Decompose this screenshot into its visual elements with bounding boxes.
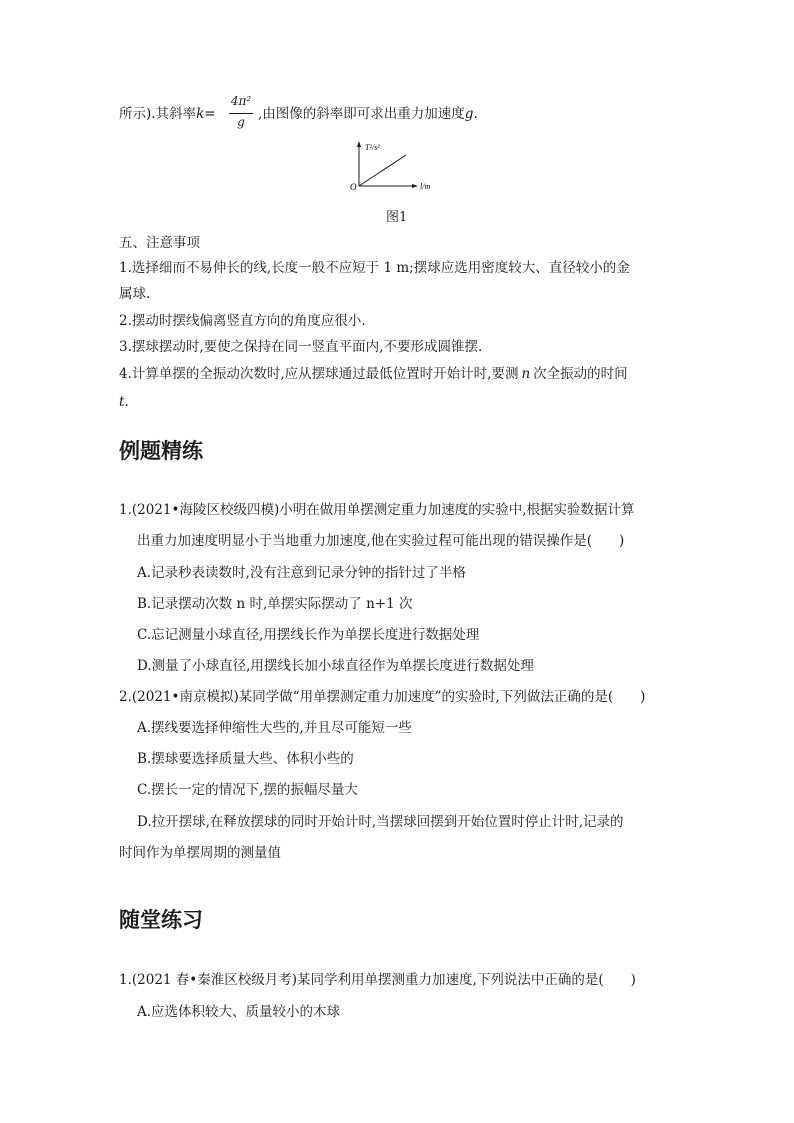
section-title-practice: 随堂练习 (119, 908, 203, 932)
example-q2-option-a: A.摆线要选择伸缩性大些的,并且尽可能短一些 (137, 720, 412, 736)
note-item-4 (119, 364, 628, 384)
n-symbol: n (521, 366, 531, 382)
note-item-4-text: 4.计算单摆的全振动次数时,应从摆球通过最低位置时开始计时,要测 (119, 366, 519, 382)
fraction-numerator: 4π² (230, 94, 252, 108)
note-item-1-cont: 属球. (119, 286, 151, 302)
note-item-2: 2.摆动时摆线偏离竖直方向的角度应很小. (119, 313, 366, 329)
example-q1-stem-line2: 出重力加速度明显小于当地重力加速度,他在实验过程可能出现的错误操作是( ) (137, 533, 625, 549)
example-q2-option-c: C.摆长一定的情况下,摆的振幅尽量大 (137, 782, 358, 798)
g-symbol: g (464, 106, 474, 122)
intro-line-rest (258, 104, 478, 124)
example-q1-option-a: A.记录秒表读数时,没有注意到记录分钟的指针过了半格 (137, 565, 466, 581)
x-axis-arrow-icon (412, 184, 418, 188)
note-item-3: 3.摆球摆动时,要使之保持在同一竖直平面内,不要形成圆锥摆. (119, 339, 483, 355)
intro-text-after: ,由图像的斜率即可求出重力加速度 (258, 106, 465, 122)
fraction-denominator: g (237, 115, 245, 129)
x-axis-label: l/m (420, 182, 430, 191)
figure-caption: 图1 (386, 210, 408, 225)
fraction-bar (229, 113, 253, 114)
y-axis-label: T²/s² (365, 143, 380, 152)
intro-line (119, 104, 216, 124)
section-title-examples: 例题精练 (119, 439, 203, 463)
graph-line (359, 155, 406, 186)
example-q1-option-c: C.忘记测量小球直径,用摆线长作为单摆长度进行数据处理 (137, 627, 480, 643)
k-symbol: k (196, 106, 205, 122)
example-q1-option-b: B.记录摆动次数 n 时,单摆实际摆动了 n+1 次 (137, 596, 413, 612)
t-symbol: t (119, 394, 125, 410)
example-q2-option-d: D.拉开摆球,在释放摆球的同时开始计时,当摆球回摆到开始位置时停止计时,记录的 (137, 814, 624, 830)
note-item-4-period: . (124, 394, 129, 410)
note-item-1: 1.选择细而不易伸长的线,长度一般不应短于 1 m;摆球应选用密度较大、直径较小的金 (119, 260, 630, 276)
example-q2-option-d-cont: 时间作为单摆周期的测量值 (119, 845, 281, 861)
example-q1-option-d: D.测量了小球直径,用摆线长加小球直径作为单摆长度进行数据处理 (137, 658, 534, 674)
practice-q1-stem: 1.(2021 春•秦淮区校级月考)某同学利用单摆测重力加速度,下列说法中正确的是( ) (119, 972, 636, 988)
y-axis-arrow-icon (357, 141, 361, 147)
intro-text-start: 所示).其斜率 (119, 106, 197, 122)
notes-title: 五、注意事项 (119, 235, 200, 251)
intro-period: . (473, 106, 478, 122)
figure-graph (340, 138, 430, 198)
example-q2-stem: 2.(2021•南京模拟)某同学做“用单摆测定重力加速度”的实验时,下列做法正确的是( ) (119, 689, 646, 705)
example-q2-option-b: B.摆球要选择质量大些、体积小些的 (137, 751, 354, 767)
origin-label: O (350, 182, 357, 192)
note-item-4-cont (119, 392, 129, 412)
practice-q1-option-a: A.应选体积较大、质量较小的木球 (137, 1004, 341, 1020)
equals-sign: = (204, 106, 216, 122)
example-q1-stem-line1: 1.(2021•海陵区校级四模)小明在做用单摆测定重力加速度的实验中,根据实验数据计算 (119, 502, 635, 518)
note-item-4-text-end: 次全振动的时间 (533, 366, 628, 382)
